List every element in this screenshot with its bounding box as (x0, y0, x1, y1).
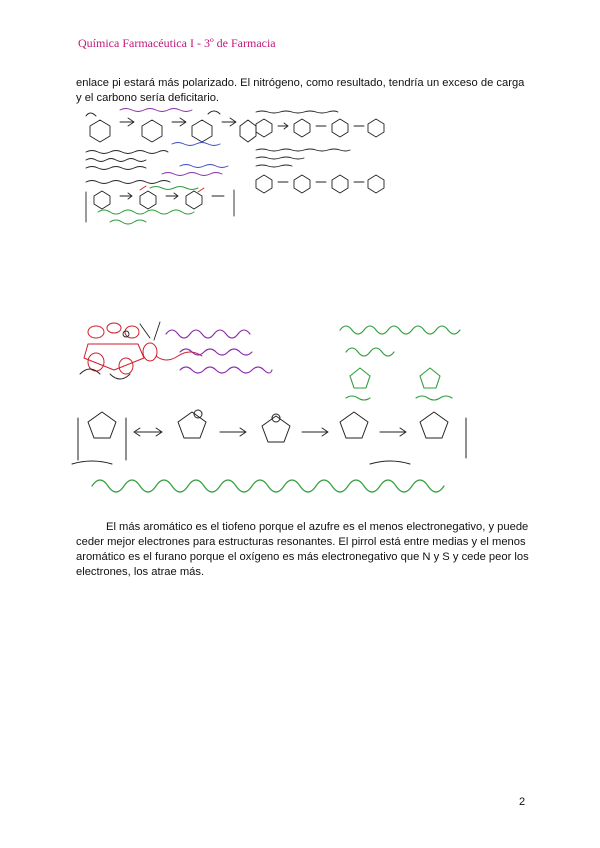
page-header: Química Farmacéutica I - 3º de Farmacia (78, 36, 276, 50)
handwritten-notes-middle (70, 314, 510, 504)
page-number: 2 (519, 796, 526, 808)
paragraph-bottom (76, 520, 532, 580)
paragraph-top: enlace pi estará más polarizado. El nitrógeno, como resultado, tendría un exceso de carga y el carbono sería deficitario. (76, 77, 525, 104)
paragraph-bottom-text: El más aromático es el tiofeno porque el azufre es el menos electronegativo, y puede ceder mejor electrones para estructuras resonantes. El pirrol está entre medias y el menos aromático es el furano porque el oxígeno es más electronegativo que N y S y cede peor los electrones, los atrae más. (76, 521, 529, 578)
handwritten-notes-top (80, 104, 400, 234)
